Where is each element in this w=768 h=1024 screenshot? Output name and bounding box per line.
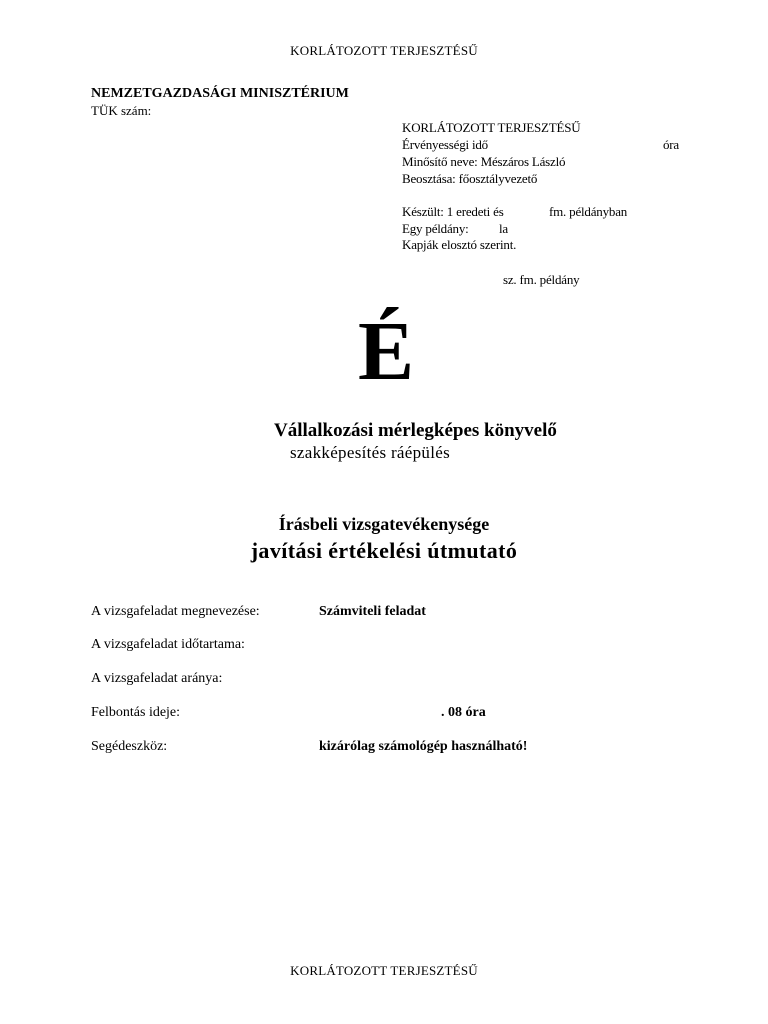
made-copies: fm. példányban xyxy=(549,204,628,219)
exam-task-name-label: A vizsgafeladat megnevezése: xyxy=(91,604,260,619)
exam-ratio-label: A vizsgafeladat aránya: xyxy=(91,671,223,686)
allowed-tools-value: kizárólag számológép használható! xyxy=(319,739,528,754)
guide-title-line1: Írásbeli vizsgatevékenysége xyxy=(278,514,490,534)
classifier-position: Beosztása: főosztályvezető xyxy=(402,171,538,186)
ministry-name: NEMZETGAZDASÁGI MINISZTÉRIUM xyxy=(91,86,349,101)
qualification-title: Vállalkozási mérlegképes könyvelő xyxy=(274,420,557,441)
header-classification: KORLÁTOZOTT TERJESZTÉSŰ xyxy=(290,43,478,58)
guide-title-line2: javítási értékelési útmutató xyxy=(250,538,518,563)
exam-duration-label: A vizsgafeladat időtartama: xyxy=(91,637,245,652)
copy-number: sz. fm. példány xyxy=(503,272,580,287)
classifier-name: Minősítő neve: Mészáros László xyxy=(402,154,566,169)
exam-task-name-value: Számviteli feladat xyxy=(319,604,426,619)
one-copy-value: la xyxy=(499,221,508,236)
one-copy-label: Egy példány: xyxy=(402,221,469,236)
tuk-number-label: TÜK szám: xyxy=(91,103,152,118)
distribution-note: Kapják elosztó szerint. xyxy=(402,237,517,252)
validity-label: Érvényességi idő xyxy=(402,137,488,152)
restriction-classification: KORLÁTOZOTT TERJESZTÉSŰ xyxy=(402,120,581,135)
footer-classification: KORLÁTOZOTT TERJESZTÉSŰ xyxy=(290,963,478,978)
validity-unit: óra xyxy=(663,137,679,152)
qualification-subtitle: szakképesítés ráépülés xyxy=(290,443,451,462)
opening-time-label: Felbontás ideje: xyxy=(91,705,181,720)
letter-mark: É xyxy=(357,305,415,398)
made-label: Készült: 1 eredeti és xyxy=(402,204,504,219)
allowed-tools-label: Segédeszköz: xyxy=(91,739,168,754)
opening-time-value: . 08 óra xyxy=(441,705,486,720)
